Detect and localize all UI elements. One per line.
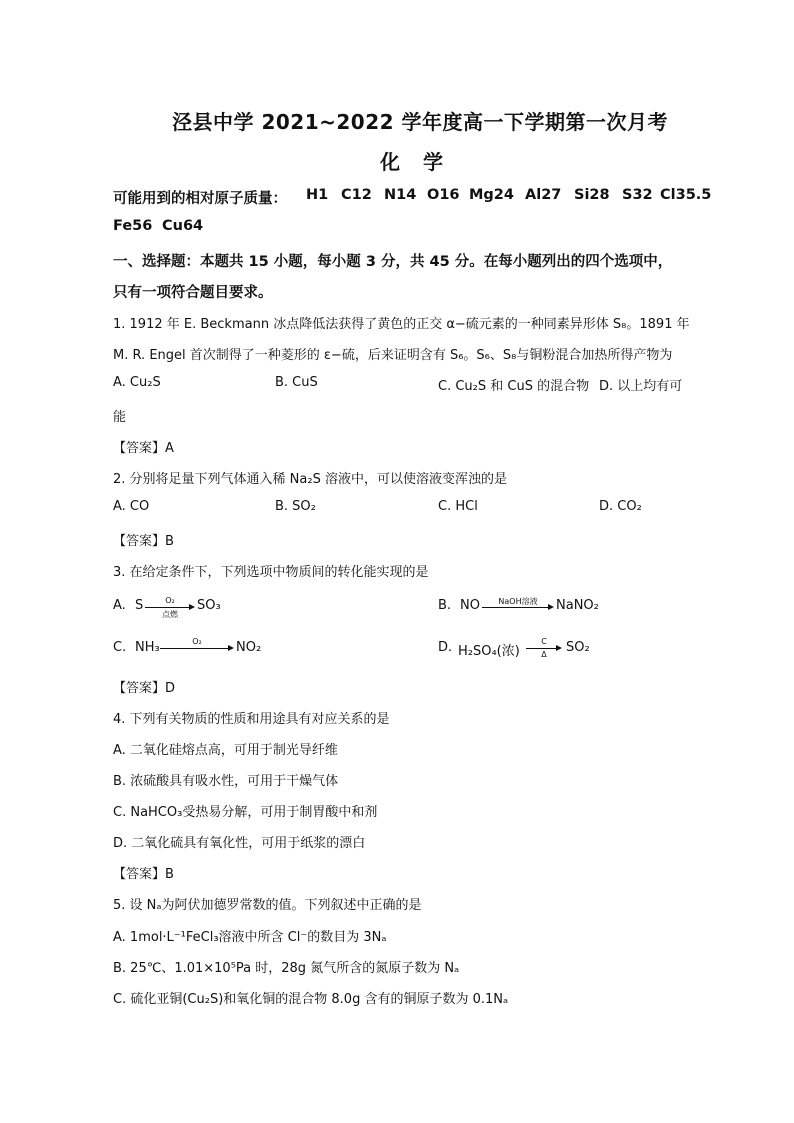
q3-option-b-condition-top: NaOH溶液 <box>498 597 538 606</box>
answer-value: D <box>165 681 176 696</box>
q1-option-b: B. CuS <box>275 375 318 390</box>
q1-answer <box>113 437 174 456</box>
q4-option-a: A. 二氧化硅熔点高，可用于制光导纤维 <box>113 743 338 758</box>
answer-value: B <box>165 534 174 549</box>
page-title: 泾县中学 2021~2022 学年度高一下学期第一次月考 <box>172 110 669 134</box>
q3-option-d-condition-bottom: Δ <box>541 650 547 659</box>
q1-option-a: A. Cu₂S <box>113 375 161 390</box>
q3-option-d-condition-top: C <box>541 637 547 646</box>
q4-option-b: B. 浓硫酸具有吸水性，可用于干燥气体 <box>113 774 339 789</box>
q3-option-b-label: B. <box>438 598 452 613</box>
q3-option-b-product: NaNO₂ <box>556 598 599 613</box>
q2-answer <box>113 530 174 549</box>
atomic-mass-fe: Fe56 <box>113 218 153 234</box>
atomic-mass-cl: Cl35.5 <box>660 187 712 203</box>
q5-option-c: C. 硫化亚铜(Cu₂S)和氧化铜的混合物 8.0g 含有的铜原子数为 0.1Nₐ <box>113 992 509 1007</box>
q3-option-d-reactant: H₂SO₄(浓) <box>458 644 520 659</box>
q1-option-c: C. Cu₂S 和 CuS 的混合物 <box>438 379 590 394</box>
q3-stem: 3. 在给定条件下，下列选项中物质间的转化能实现的是 <box>113 565 429 580</box>
q1-stem-line1: 1. 1912 年 E. Beckmann 冰点降低法获得了黄色的正交 α−硫元素的一种同素异形体 S₈。1891 年 <box>113 317 690 332</box>
q1-option-d-wrap: 能 <box>113 410 127 425</box>
q4-answer <box>113 863 174 882</box>
atomic-mass-n: N14 <box>384 187 417 203</box>
q4-option-c: C. NaHCO₃受热易分解，可用于制胃酸中和剂 <box>113 805 378 820</box>
q3-option-b-arrow <box>482 607 552 608</box>
answer-label: 【答案】 <box>113 534 166 549</box>
q3-option-d-label: D. <box>438 640 453 655</box>
q3-option-a-label: A. <box>113 598 126 613</box>
q2-option-c: C. HCl <box>438 499 478 514</box>
q5-option-a: A. 1mol·L⁻¹FeCl₃溶液中所含 Cl⁻的数目为 3Nₐ <box>113 930 387 945</box>
atomic-mass-al: Al27 <box>525 187 562 203</box>
q1-stem-line2: M. R. Engel 首次制得了一种菱形的 ε−硫，后来证明含有 S₆。S₆、S₈与铜粉混合加热所得产物为 <box>113 348 673 363</box>
atomic-mass-cu: Cu64 <box>162 218 204 234</box>
q3-option-d-arrow <box>526 648 560 649</box>
atomic-mass-si: Si28 <box>574 187 610 203</box>
q2-stem: 2. 分别将足量下列气体通入稀 Na₂S 溶液中，可以使溶液变浑浊的是 <box>113 472 507 487</box>
q5-stem: 5. 设 Nₐ为阿伏加德罗常数的值。下列叙述中正确的是 <box>113 898 422 913</box>
answer-label: 【答案】 <box>113 681 166 696</box>
section-heading-line1: 一、选择题：本题共 15 小题，每小题 3 分，共 45 分。在每小题列出的四个选项中， <box>113 254 673 270</box>
q4-stem: 4. 下列有关物质的性质和用途具有对应关系的是 <box>113 712 390 727</box>
atomic-mass-c: C12 <box>341 187 372 203</box>
atomic-mass-h: H1 <box>306 187 329 203</box>
answer-label: 【答案】 <box>113 867 166 882</box>
q3-option-c-product: NO₂ <box>236 640 262 655</box>
atomic-mass-lead: 可能用到的相对原子质量： <box>113 191 287 207</box>
q2-option-d: D. CO₂ <box>599 499 642 514</box>
q3-option-a-reactant: S <box>135 598 144 613</box>
q3-option-a-condition-bottom: 点燃 <box>162 610 178 619</box>
atomic-mass-s: S32 <box>622 187 653 203</box>
section-heading-line2: 只有一项符合题目要求。 <box>113 285 273 301</box>
q5-option-b: B. 25℃、1.01×10⁵Pa 时，28g 氮气所含的氮原子数为 Nₐ <box>113 961 460 976</box>
q3-option-c-reactant: NH₃ <box>135 640 160 655</box>
q3-option-a-arrow <box>145 607 193 608</box>
q3-option-a-condition-top: O₂ <box>165 596 175 605</box>
q1-option-d: D. 以上均有可 <box>599 379 683 394</box>
answer-value: A <box>165 441 174 456</box>
q3-answer <box>113 677 175 696</box>
q3-option-d-product: SO₂ <box>566 640 590 655</box>
q3-option-c-arrow <box>160 648 232 649</box>
answer-label: 【答案】 <box>113 441 166 456</box>
q3-option-b-reactant: NO <box>460 598 480 613</box>
atomic-mass-mg: Mg24 <box>469 187 514 203</box>
atomic-mass-o: O16 <box>427 187 460 203</box>
q3-option-a-product: SO₃ <box>197 598 221 613</box>
q2-option-a: A. CO <box>113 499 150 514</box>
subject-title: 化 学 <box>380 150 451 174</box>
q3-option-c-condition-top: O₂ <box>192 637 202 646</box>
answer-value: B <box>165 867 174 882</box>
q2-option-b: B. SO₂ <box>275 499 316 514</box>
q3-option-c-label: C. <box>113 640 127 655</box>
q4-option-d: D. 二氧化硫具有氧化性，可用于纸浆的漂白 <box>113 836 366 851</box>
